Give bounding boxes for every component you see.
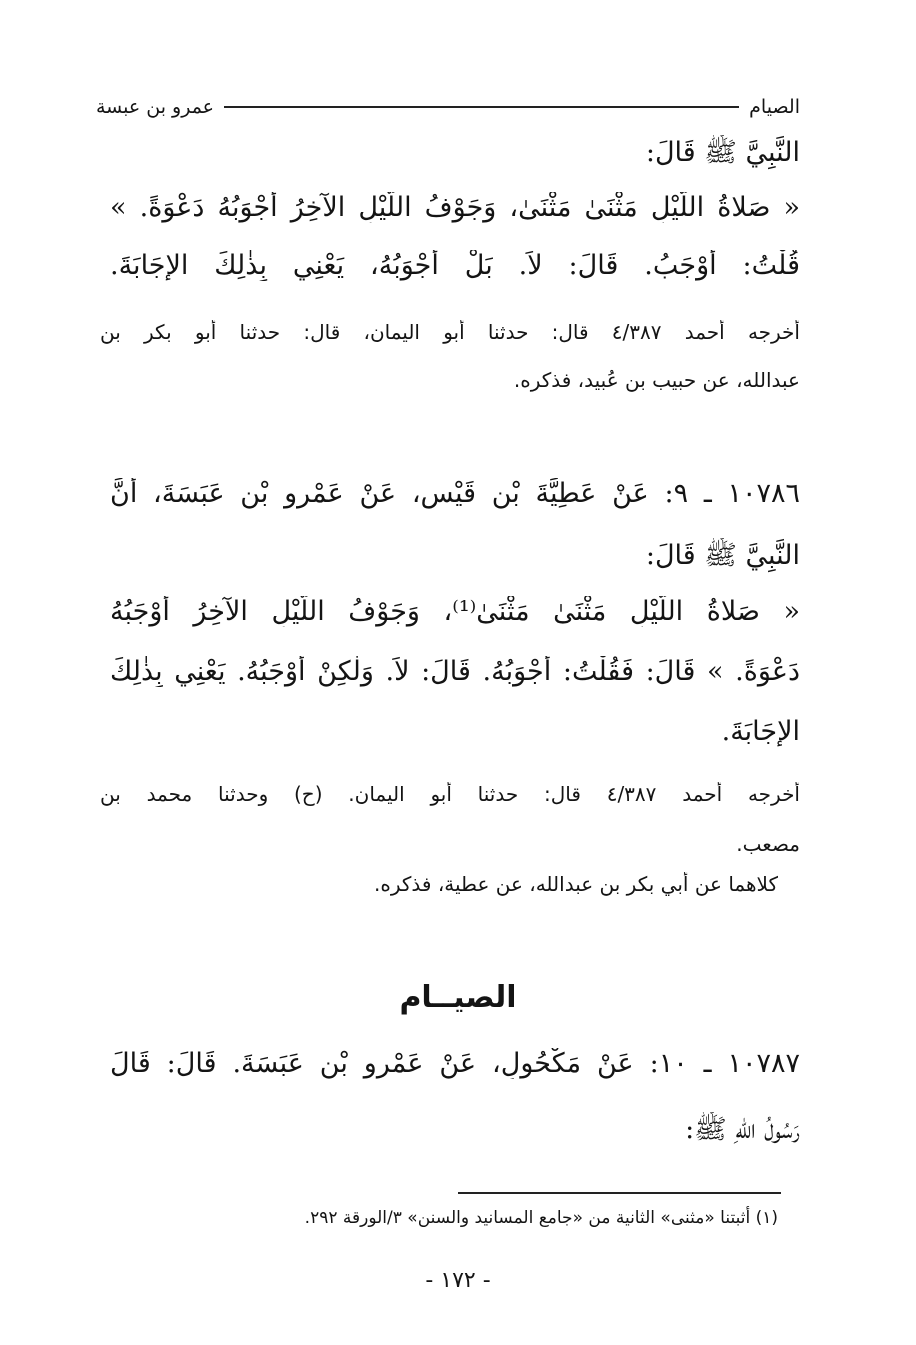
prev-hadith-line-2: « صَلاةُ اللَّيْلِ مَثْنَىٰ مَثْنَىٰ، وَجَوْفُ اللَّيْلِ الآخِرُ أَجْوَبُهُ دَعْوَةً. »	[110, 192, 800, 223]
hadith-10787-line-1: ١٠٧٨٧ ـ ١٠: عَنْ مَكْحُولٍ، عَنْ عَمْرِو بْنِ عَبَسَةَ. قَالَ: قَالَ	[110, 1048, 800, 1079]
header-narrator-title: عمرو بن عبسة	[96, 96, 215, 118]
footnote-1: (١) أثبتنا «مثنى» الثانية من «جامع المسانيد والسنن» ٣/الورقة ٢٩٢.	[304, 1208, 778, 1228]
hadith-10787-line-2: رَسُولُ اللهِ ﷺ:	[685, 1114, 800, 1145]
header-chapter-title: الصيام	[749, 96, 800, 118]
hadith-10786-line-1: ١٠٧٨٦ ـ ٩: عَنْ عَطِيَّةَ بْنِ قَيْسٍ، عَنْ عَمْرِو بْنِ عَبَسَةَ، أَنَّ	[110, 478, 800, 509]
section-heading: الصيــام	[399, 980, 517, 1015]
hadith-10786-line-3: « صَلاةُ اللَّيْلِ مَثْنَىٰ مَثْنَىٰ⁽¹⁾، وَجَوْفُ اللَّيْلِ الآخِرُ أَوْجَبُهُ	[110, 596, 800, 627]
hadith-10786-line-5: الإِجَابَةَ.	[721, 716, 800, 747]
hadith-10786-line-4: دَعْوَةً. » قَالَ: فَقُلْتُ: أَجْوَبُهُ. قَالَ: لاَ. وَلٰكِنْ أَوْجَبُهُ. يَعْنِي بِذٰلِكَ	[110, 656, 800, 687]
footnote-separator	[458, 1192, 781, 1194]
prev-hadith-line-1: النَّبِيَّ ﷺ قَالَ:	[645, 137, 800, 168]
header-rule	[224, 106, 739, 108]
prev-takhrij-line-1: أخرجه أحمد ٤/٣٨٧ قال: حدثنا أبو اليمان، قال: حدثنا أبو بكر بن	[100, 320, 800, 344]
prev-hadith-line-3: قُلْتُ: أَوْجَبُ. قَالَ: لاَ. بَلْ أَجْوَبُهُ، يَعْنِي بِذٰلِكَ الإِجَابَةَ.	[110, 250, 800, 281]
hadith-10786-line-2: النَّبِيَّ ﷺ قَالَ:	[645, 540, 800, 571]
prev-takhrij-line-2: عبدالله، عن حبيب بن عُبيد، فذكره.	[513, 368, 800, 392]
takhrij-10786-line-3: كلاهما عن أبي بكر بن عبدالله، عن عطية، فذكره.	[374, 872, 778, 896]
takhrij-10786-line-2: مصعب.	[736, 832, 800, 856]
page-number: - ١٧٢ -	[425, 1268, 491, 1293]
running-header	[96, 92, 800, 122]
takhrij-10786-line-1: أخرجه أحمد ٤/٣٨٧ قال: حدثنا أبو اليمان. (ح) وحدثنا محمد بن	[100, 782, 800, 806]
